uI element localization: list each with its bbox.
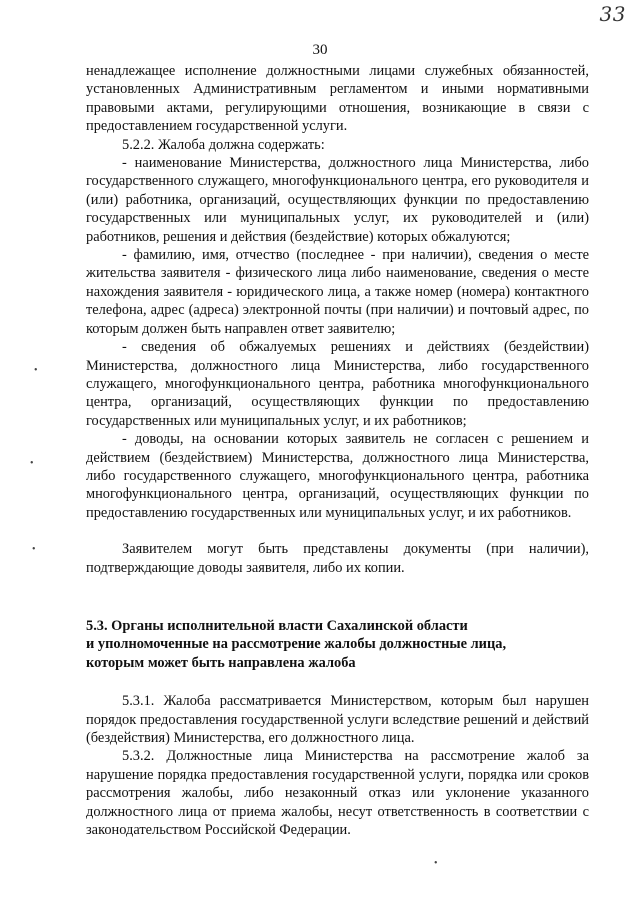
list-item-applicant: - фамилию, имя, отчество (последнее - при наличии), сведения о месте жительства заявителя - физического лица либо наименование, сведения о месте нахождения заявителя - юридического лица, а также номер (номера) контактного телефона, адрес (адреса) электронной почты (при наличии) и почтовый адрес, по которым должен быть направлен ответ заявителю; xyxy=(86,247,589,337)
paragraph-documents: Заявителем могут быть представлены документы (при наличии), подтверждающие доводы заявителя, либо их копии. xyxy=(86,541,589,576)
list-item-arguments: - доводы, на основании которых заявитель не согласен с решением и действием (бездействием) Министерства, должностного лица Министерства, либо государственного служащего, многофункционального центра, работника многофункционального центра, организаций, осуществляющих функции по предоставлению государственных или муниципальных услуг, и их работников. xyxy=(86,431,589,521)
document-body xyxy=(86,62,589,839)
margin-mark: • xyxy=(34,365,38,376)
paragraph-continuation: ненадлежащее исполнение должностными лицами служебных обязанностей, установленных Административным регламентом и иными нормативными правовыми актами, регулирующими отношения, возникающие в связи с предоставлением государственной услуги. xyxy=(86,63,589,135)
section-heading-line-3: которым может быть направлена жалоба xyxy=(86,654,356,671)
margin-mark: • xyxy=(32,544,36,555)
list-item-decisions: - сведения об обжалуемых решениях и действиях (бездействии) Министерства, должностного лица Министерства, либо государственного служащего, многофункционального центра, работника многофункционального центра, организаций, осуществляющих функции по предоставлению государственных или муниципальных услуг, и их работников; xyxy=(86,339,589,429)
page-number: 30 xyxy=(312,42,328,58)
section-heading-line-2: и уполномоченные на рассмотрение жалобы должностные лица, xyxy=(86,636,507,653)
margin-mark: • xyxy=(30,458,34,469)
handwritten-page-number: 33 xyxy=(599,2,626,26)
section-heading-line-1: 5.3. Органы исполнительной власти Сахалинской области xyxy=(86,617,468,634)
margin-mark: • xyxy=(434,858,438,869)
paragraph-5-2-2: 5.2.2. Жалоба должна содержать: xyxy=(122,136,325,153)
paragraph-5-3-1: 5.3.1. Жалоба рассматривается Министерством, которым был нарушен порядок предоставления государственной услуги вследствие решений и действий (бездействия) Министерства, его должностного лица. xyxy=(86,693,589,746)
paragraph-5-3-2: 5.3.2. Должностные лица Министерства на рассмотрение жалоб за нарушение порядка предоставления государственной услуги, порядка или сроков рассмотрения жалобы, либо незаконный отказ или уклонение указанного должностного лица от приема жалобы, несут ответственность в соответствии с законодательством Российской Федерации. xyxy=(86,748,589,839)
list-item-naming: - наименование Министерства, должностного лица Министерства, либо государственного служащего, многофункционального центра, его руководителя и (или) работника, организаций, осуществляющих функции по предоставлению государственных или муниципальных услуг, их руководителей и (или) работников, решения и действия (бездействие) которых обжалуются; xyxy=(86,155,589,245)
